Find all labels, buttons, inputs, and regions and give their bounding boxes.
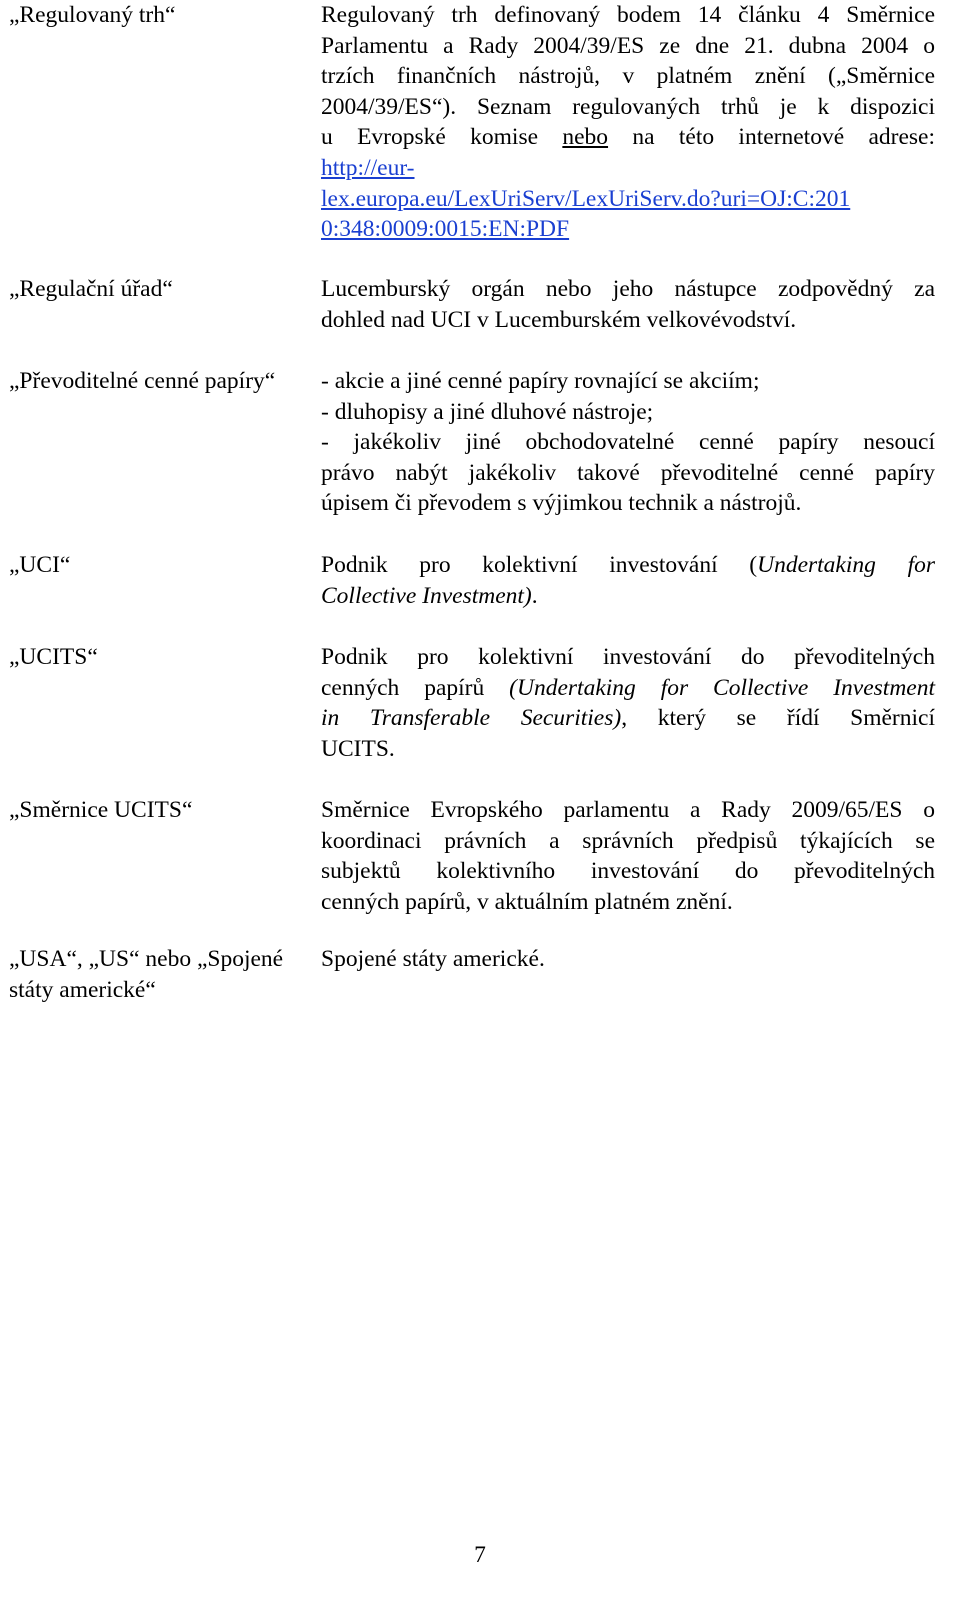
term-label: „Regulovaný trh“ (9, 2, 176, 28)
term-label: „UCITS“ (9, 644, 98, 670)
definition-text (321, 642, 935, 764)
definition-line (321, 703, 935, 734)
term-label: „Regulační úřad“ (9, 276, 173, 302)
term-label: „Převoditelné cenné papíry“ (9, 368, 276, 394)
text-segment: u Evropské komise (321, 124, 563, 151)
definition-line (321, 550, 935, 581)
text-segment: , který se řídí Směrnicí (621, 705, 935, 732)
definition-line: koordinaci právních a správních předpisů týkajících se (321, 827, 935, 854)
definition-line: UCITS. (321, 735, 395, 762)
term-label: „UCI“ (9, 552, 71, 578)
italic-segment: in Transferable Securities) (321, 705, 622, 732)
definition-line: Podnik pro kolektivní investování do převoditelných (321, 644, 935, 670)
definition-text (321, 944, 935, 975)
term-label (9, 944, 319, 1005)
eur-lex-link[interactable]: 0:348:0009:0015:EN:PDF (321, 216, 570, 243)
definition-line: Spojené státy americké. (321, 946, 545, 972)
text-segment: cenných papírů (321, 674, 510, 701)
definition-text (321, 366, 935, 519)
definition-line: právo nabýt jakékoliv takové převoditelné cenné papíry (321, 459, 935, 486)
definition-line (321, 581, 935, 612)
definition-text (321, 0, 935, 245)
italic-segment: Undertaking for (757, 552, 935, 578)
definition-line: cenných papírů, v aktuálním platném znění. (321, 888, 733, 915)
definition-line: 2004/39/ES“). Seznam regulovaných trhů je k dispozici (321, 93, 935, 120)
definition-line: - akcie a jiné cenné papíry rovnající se akciím; (321, 368, 760, 394)
definition-line: - jakékoliv jiné obchodovatelné cenné papíry nesoucí (321, 429, 935, 456)
underlined-word: nebo (562, 124, 609, 151)
term-label: „Směrnice UCITS“ (9, 797, 193, 823)
definition-line: Parlamentu a Rady 2004/39/ES ze dne 21. dubna 2004 o (321, 32, 935, 59)
definition-text (321, 550, 935, 611)
italic-segment: (Undertaking for Collective Investment (509, 674, 936, 701)
page-number: 7 (474, 1542, 486, 1568)
text-segment: na této internetové adrese: (608, 124, 935, 151)
definition-line: Regulovaný trh definovaný bodem 14 článku 4 Směrnice (321, 2, 935, 28)
definition-line (321, 122, 935, 153)
italic-segment: Collective Investment) (321, 582, 532, 609)
eur-lex-link[interactable]: lex.europa.eu/LexUriServ/LexUriServ.do?uri=OJ:C:201 (321, 185, 851, 212)
definition-text (321, 795, 935, 917)
term-line: „USA“, „US“ nebo „Spojené (9, 946, 284, 972)
definition-line (321, 673, 935, 704)
definition-line: úpisem či převodem s výjimkou technik a nástrojů. (321, 490, 802, 517)
text-segment: Podnik pro kolektivní investování ( (321, 552, 758, 578)
definition-line: subjektů kolektivního investování do převoditelných (321, 858, 935, 885)
definition-line: Směrnice Evropského parlamentu a Rady 2009/65/ES o (321, 797, 935, 823)
eur-lex-link-line[interactable] (321, 184, 935, 215)
definition-line: Lucemburský orgán nebo jeho nástupce zodpovědný za (321, 276, 935, 302)
eur-lex-link-line[interactable] (321, 153, 935, 184)
definition-line: dohled nad UCI v Lucemburském velkovévodství. (321, 306, 797, 333)
term-line: státy americké“ (9, 976, 156, 1003)
definition-line: - dluhopisy a jiné dluhové nástroje; (321, 398, 654, 425)
definition-text (321, 274, 935, 335)
eur-lex-link-line[interactable] (321, 214, 935, 245)
text-segment: . (531, 582, 538, 609)
eur-lex-link[interactable]: http://eur- (321, 154, 415, 181)
definition-line: trzích finančních nástrojů, v platném znění („Směrnice (321, 63, 935, 90)
